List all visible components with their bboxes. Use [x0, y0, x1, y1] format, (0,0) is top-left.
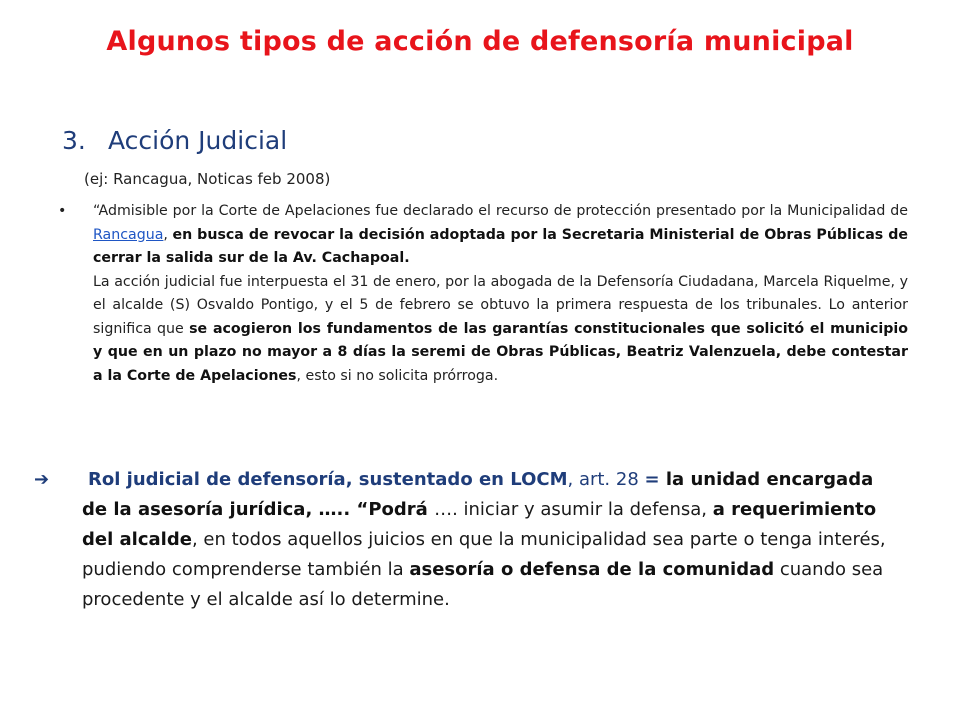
quote-bold-2: se acogieron los fundamentos de las garantías constitucionales que solicitó el municipio y que en un plazo no mayor a 8 días la seremi de Obras Públicas, Beatriz Valenzuela, debe contestar a la Corte de Apelaciones	[93, 320, 908, 384]
slide-title: Algunos tipos de acción de defensoría municipal	[106, 26, 854, 57]
quote-text-2: ,	[163, 226, 173, 243]
quote-bullet	[58, 200, 908, 388]
role-text-3: cuando sea procedente y el alcalde así lo determine.	[82, 559, 884, 610]
role-heading: Rol judicial de defensoría, sustentado en LOCM	[88, 469, 568, 490]
bullet-marker: •	[58, 203, 67, 219]
quote-text-4: , esto si no solicita prórroga.	[296, 367, 499, 384]
role-bold-3: asesoría o defensa de la comunidad	[409, 559, 775, 580]
rancagua-link[interactable]: Rancagua	[93, 226, 164, 243]
role-bold-1: la unidad encargada de la asesoría jurídica, ….. “Podrá	[82, 469, 874, 520]
quote-text-1: “Admisible por la Corte de Apelaciones fue declarado el recurso de protección presentado por la Municipalidad de	[93, 203, 908, 219]
section-heading	[62, 126, 287, 155]
arrow-icon: ➔	[34, 469, 50, 490]
section-heading-text: Acción Judicial	[108, 126, 288, 155]
quote-bold-1: en busca de revocar la decisión adoptada por la Secretaria Ministerial de Obras Públicas de cerrar la salida sur de la Av. Cachapoal.	[93, 226, 908, 266]
arrow-paragraph	[34, 465, 900, 615]
arrow-paragraph-body	[34, 465, 900, 615]
source-note: (ej: Rancagua, Noticas feb 2008)	[84, 170, 331, 188]
role-bold-2: a requerimiento del alcalde	[82, 499, 877, 550]
role-text-2: , en todos aquellos juicios en que la municipalidad sea parte o tenga interés, pudiendo comprenderse también la	[82, 529, 886, 580]
section-number: 3.	[62, 126, 86, 155]
equals-sign: =	[644, 469, 660, 490]
quote-text-3: La acción judicial fue interpuesta el 31 de enero, por la abogada de la Defensoría Ciudadana, Marcela Riquelme, y el alcalde (S) Osvaldo Pontigo, y el 5 de febrero se obtuvo la primera respuesta de los tribunales. Lo anterior significa que	[93, 273, 908, 337]
article-ref: , art. 28	[567, 469, 645, 490]
quote-body	[93, 200, 908, 388]
role-text-1: …. iniciar y asumir la defensa,	[434, 499, 713, 520]
